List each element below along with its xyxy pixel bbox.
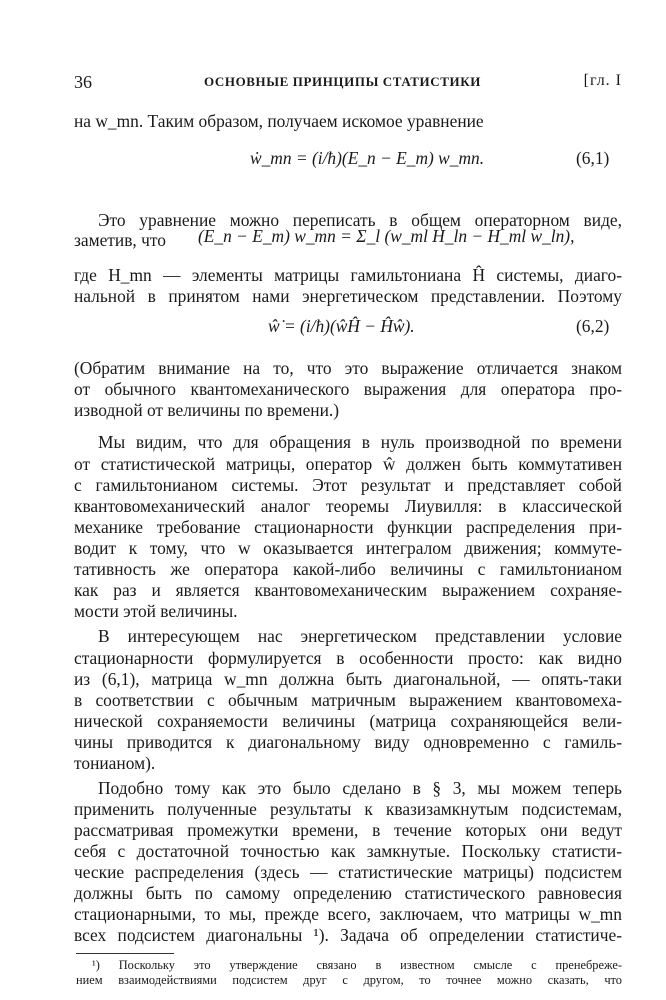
text-line: мости этой величины. xyxy=(74,601,238,621)
text-line: всех подсистем диагональны ¹). Задача об определении статистиче- xyxy=(74,925,622,945)
text-line: ческие распределения (здесь — статистические матрицы) подсистем xyxy=(74,862,622,882)
page-number: 36 xyxy=(74,72,92,92)
text-line: (Обратим внимание на то, что это выражение отличается знаком xyxy=(74,358,622,378)
text-line: с гамильтонианом системы. Этот результат и представляет собой xyxy=(74,475,622,495)
text-line: должны быть по самому определению статистического равновесия xyxy=(74,883,622,903)
text-line: механике требование стационарности функции распределения при- xyxy=(74,517,622,537)
equation-6-1: ẇ_mn = (i/ħ)(E_n − E_m) w_mn. xyxy=(250,148,485,168)
text-line: В интересующем нас энергетическом представлении условие xyxy=(98,626,622,646)
text-line: чины приводится к диагональному виду одновременно с гамиль- xyxy=(74,732,622,752)
footnote-line: нием взаимодействиями подсистем друг с другом, то точнее можно сказать, что xyxy=(76,973,622,987)
equation-label-6-2: (6,2) xyxy=(576,316,610,336)
equation-6-2: ŵ̇ = (i/ħ)(ŵĤ − Ĥŵ). xyxy=(268,316,415,336)
text-line: из (6,1), матрица w_mn должна быть диагональной, — опять-таки xyxy=(74,669,622,689)
text-line: в соответствии с обычным матричным выражением квантовомеха- xyxy=(74,690,622,710)
text-line: где H_mn — элементы матрицы гамильтониана Ĥ системы, диаго- xyxy=(74,265,622,285)
footnote-line: ¹) Поскольку это утверждение связано в известном смысле с пренебреже- xyxy=(92,958,622,972)
text-line: себя с достаточной точностью как замкнутые. Поскольку статисти- xyxy=(74,841,622,861)
text-line: изводной от величины по времени.) xyxy=(74,400,340,420)
text-line: стационарности формулируется в особенности просто: как видно xyxy=(74,648,622,668)
text-line: на w_mn. Таким образом, получаем искомое уравнение xyxy=(74,111,484,131)
text-line: Мы видим, что для обращения в нуль производной по времени xyxy=(98,432,622,452)
text-line: тативность же оператора какой-либо величины с гамильтонианом xyxy=(74,559,622,579)
text-line: заметив, что xyxy=(74,230,166,250)
text-line: Это уравнение можно переписать в общем операторном виде, xyxy=(98,210,622,230)
text-line: Подобно тому как это было сделано в § 3, мы можем теперь xyxy=(98,778,622,798)
text-line: нической сохраняемости величины (матрица сохраняющейся вели- xyxy=(74,711,622,731)
text-line: от обычного квантомеханического выражения для оператора про- xyxy=(74,379,622,399)
text-line: нальной в принятом нами энергетическом представлении. Поэтому xyxy=(74,286,622,306)
chapter-marker: [гл. I xyxy=(583,72,622,89)
text-line: стационарными, то мы, прежде всего, заключаем, что матрицы w_mn xyxy=(74,904,622,924)
text-line: рассматривая промежутки времени, в течение которых они ведут xyxy=(74,820,622,840)
equation-label-6-1: (6,1) xyxy=(576,148,610,168)
text-line: квантовомеханический аналог теоремы Лиувилля: в классической xyxy=(74,496,622,516)
text-line: от статистической матрицы, оператор ŵ должен быть коммутативен xyxy=(74,454,622,474)
text-line: как раз и является квантовомеханическим выражением сохраняе- xyxy=(74,580,622,600)
text-line: водит к тому, что w оказывается интегралом движения; коммуте- xyxy=(74,538,622,558)
equation-operator-form: (E_n − E_m) w_mn = Σ_l (w_ml H_ln − H_ml w_ln), xyxy=(198,226,575,246)
text-line: применить полученные результаты к квазизамкнутым подсистемам, xyxy=(74,799,622,819)
text-line: тонианом). xyxy=(74,753,156,773)
running-title: ОСНОВНЫЕ ПРИНЦИПЫ СТАТИСТИКИ xyxy=(204,74,481,89)
